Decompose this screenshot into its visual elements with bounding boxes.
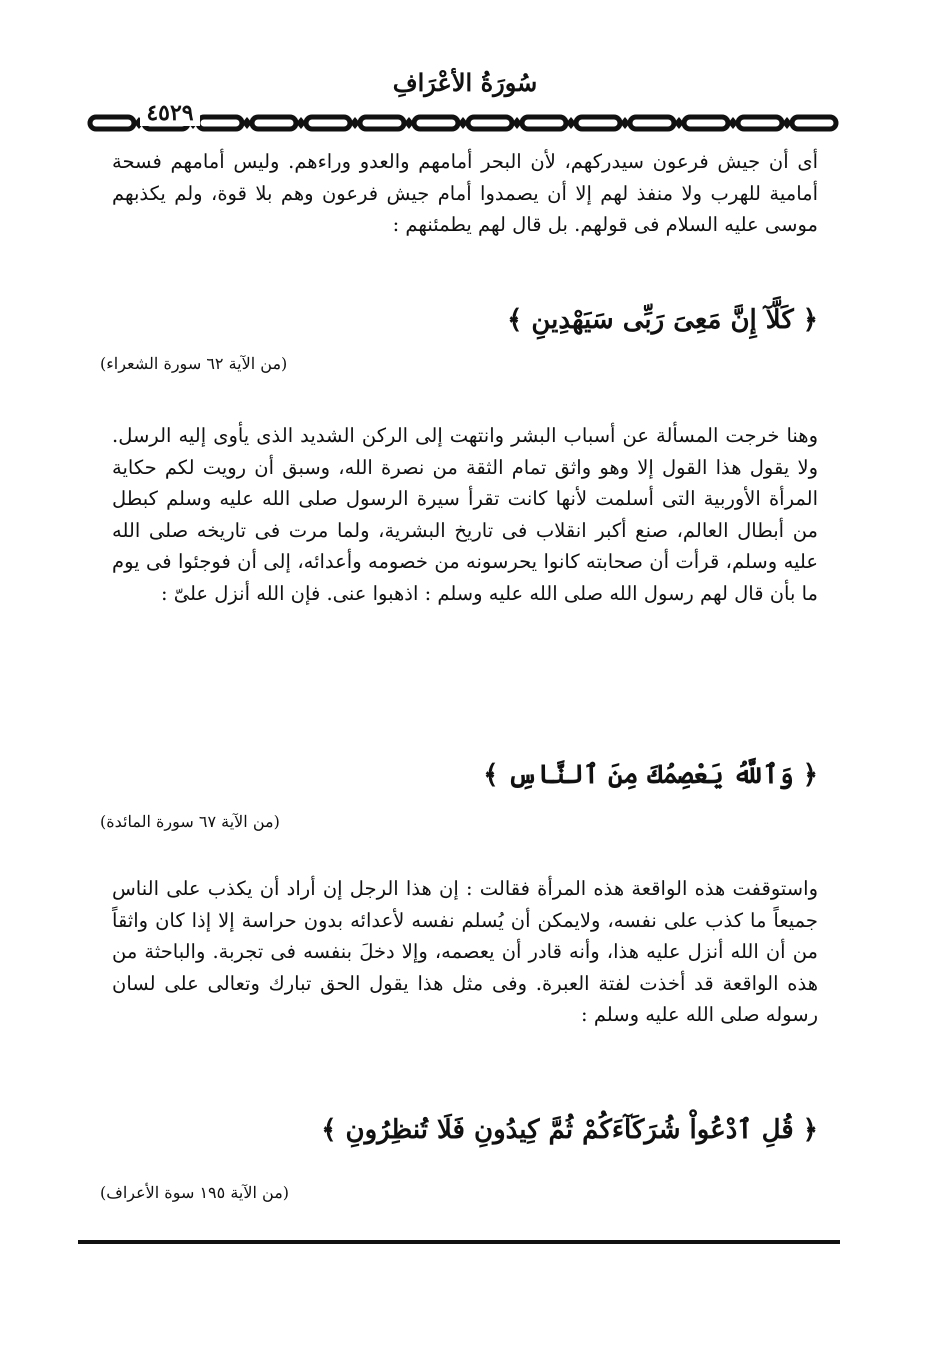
- quran-verse-3: [112, 1115, 818, 1145]
- paragraph-2: وهنا خرجت المسألة عن أسباب البشر وانتهت إلى الركن الشديد الذى يأوى إليه الرسل. ولا يقول هذا القول إلا وهو واثق تمام الثقة من نصرة الله، وسبق أن رويت لكم حكاية المرأة الأوربية التى أسلمت لأنها كانت تقرأ سيرة الرسول صلى الله عليه وسلم كبطل من أبطال العالم، صنع أكبر انقلاب فى تاريخ البشرية، ولما مرت فى تاريخه صلى الله عليه وسلم، قرأت أن صحابته كانوا يحرسونه من خصومه وأعدائه، إلى أن فوجئوا فى يوم ما بأن قال لهم رسول الله صلى الله عليه وسلم : اذهبوا عنى. فإن الله أنزل علىّ :: [112, 424, 818, 605]
- verse-close-bracket: ﴾: [321, 1115, 337, 1145]
- verse-text: قُلِ ٱدْعُواْ شُرَكَآءَكُمْ ثُمَّ كِيدُونِ فَلَا تُنظِرُونِ: [345, 1115, 794, 1145]
- ornament-diamond: [242, 117, 252, 129]
- ornament-link: [90, 117, 134, 129]
- ornament-link: [360, 117, 404, 129]
- ornament-diamond: [782, 117, 792, 129]
- verse-open-bracket: ﴿: [802, 1115, 818, 1145]
- ornament-diamond: [296, 117, 306, 129]
- verse-open-bracket: ﴿: [802, 305, 818, 335]
- ornament-link: [414, 117, 458, 129]
- ornament-link: [198, 117, 242, 129]
- verse-open-bracket: ﴿: [802, 760, 818, 790]
- ornament-diamond: [674, 117, 684, 129]
- ornament-diamond: [728, 117, 738, 129]
- quran-verse-1: [112, 305, 818, 335]
- ornament-link: [630, 117, 674, 129]
- ornament-diamond: [350, 117, 360, 129]
- footer-rule: [78, 1240, 840, 1244]
- verse-citation-2: (من الآية ٦٧ سورة المائدة): [100, 812, 280, 831]
- ornament-diamond: [620, 117, 630, 129]
- ornament-diamond: [458, 117, 468, 129]
- verse-citation-3: (من الآية ١٩٥ سوة الأعراف): [100, 1183, 289, 1202]
- ornament-link: [738, 117, 782, 129]
- ornament-link: [684, 117, 728, 129]
- header-ornament-bar: [86, 108, 846, 138]
- paragraph-3: واستوقفت هذه الواقعة هذه المرأة فقالت : إن هذا الرجل إن أراد أن يكذب على الناس جميعاً ما كذب على نفسه، ولايمكن أن يُسلم نفسه لأعدائه بدون حراسة إلا إذا كان واثقاً من أن الله أنزل عليه هذا، وأنه قادر أن يعصمه، وإلا دخلَ بنفسه فى تجربة. والباحثة من هذه الواقعة قد أخذت لفتة العبرة. وفى مثل هذا يقول الحق تبارك وتعالى على لسان رسوله صلى الله عليه وسلم :: [112, 877, 818, 1026]
- ornament-link: [522, 117, 566, 129]
- paragraph-1: أى أن جيش فرعون سيدركهم، لأن البحر أمامهم والعدو وراءهم. وليس أمامهم فسحة أمامية للهرب ولا منفذ لهم إلا أن يصمدوا أمام جيش فرعون وهم بلا قوة، ولم يكذبهم موسى عليه السلام فى قولهم. بل قال لهم يطمئنهم :: [112, 150, 818, 236]
- ornament-link: [252, 117, 296, 129]
- verse-citation-1: (من الآية ٦٢ سورة الشعراء): [100, 354, 288, 373]
- ornament-diamond: [404, 117, 414, 129]
- quran-verse-2: [112, 760, 818, 790]
- verse-close-bracket: ﴾: [507, 305, 523, 335]
- verse-close-bracket: ﴾: [483, 760, 499, 790]
- ornament-link: [576, 117, 620, 129]
- verse-text: كَلَّآ إِنَّ مَعِىَ رَبِّى سَيَهْدِينِ: [531, 305, 794, 335]
- ornament-diamond: [566, 117, 576, 129]
- ornament-link: [468, 117, 512, 129]
- page-number: ٤٥٢٩: [140, 100, 200, 126]
- verse-text: وَٱللَّهُ يَعْصِمُكَ مِنَ ٱلنَّاسِ: [507, 760, 794, 790]
- ornament-link: [792, 117, 836, 129]
- ornament-link: [306, 117, 350, 129]
- surah-title: سُورَةُ الأعْرَافِ: [392, 68, 538, 97]
- ornament-diamond: [512, 117, 522, 129]
